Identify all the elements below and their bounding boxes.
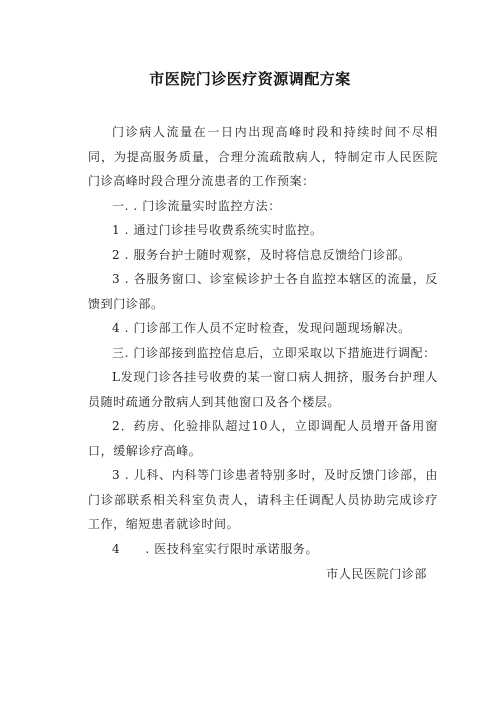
list-item: L发现门诊各挂号收费的某一窗口病人拥挤，服务台护理人员随时疏通分散病人到其他窗口及各个楼层。 (88, 370, 438, 409)
document-title: 市医院门诊医疗资源调配方案 (149, 70, 351, 88)
list-item: 3 . 各服务窗口、诊室候诊护士各自监控本辖区的流量，反馈到门诊部。 (88, 272, 438, 311)
list-item: 1 . 通过门诊挂号收费系统实时监控。 (112, 223, 323, 237)
section-heading-monitoring: 一. . 门诊流量实时监控方法： (112, 198, 281, 213)
section-heading-measures: 三. 门诊部接到监控信息后，立即采取以下措施进行调配： (112, 345, 436, 360)
document-body (88, 120, 438, 561)
list-item: 2．药房、化验排队超过10人，立即调配人员增开备用窗口，缓解诊疗高峰。 (88, 419, 438, 458)
signature: 市人民医院门诊部 (326, 567, 427, 581)
list-item: 4 . 医技科室实行限时承诺服务。 (112, 541, 319, 556)
list-item: 3 . 儿科、内科等门诊患者特别多时，及时反馈门诊部，由门诊部联系相关科室负责人，请科主任调配人员协助完成诊疗工作，缩短患者就诊时间。 (88, 468, 438, 531)
intro-paragraph: 门诊病人流量在一日内出现高峰时段和持续时间不尽相同，为提高服务质量，合理分流疏散病人，特制定市人民医院门诊高峰时段合理分流患者的工作预案： (88, 125, 438, 188)
list-item: 4 . 门诊部工作人员不定时检查，发现问题现场解决。 (112, 321, 411, 335)
list-item: 2 . 服务台护士随时观察，及时将信息反馈给门诊部。 (112, 247, 411, 262)
